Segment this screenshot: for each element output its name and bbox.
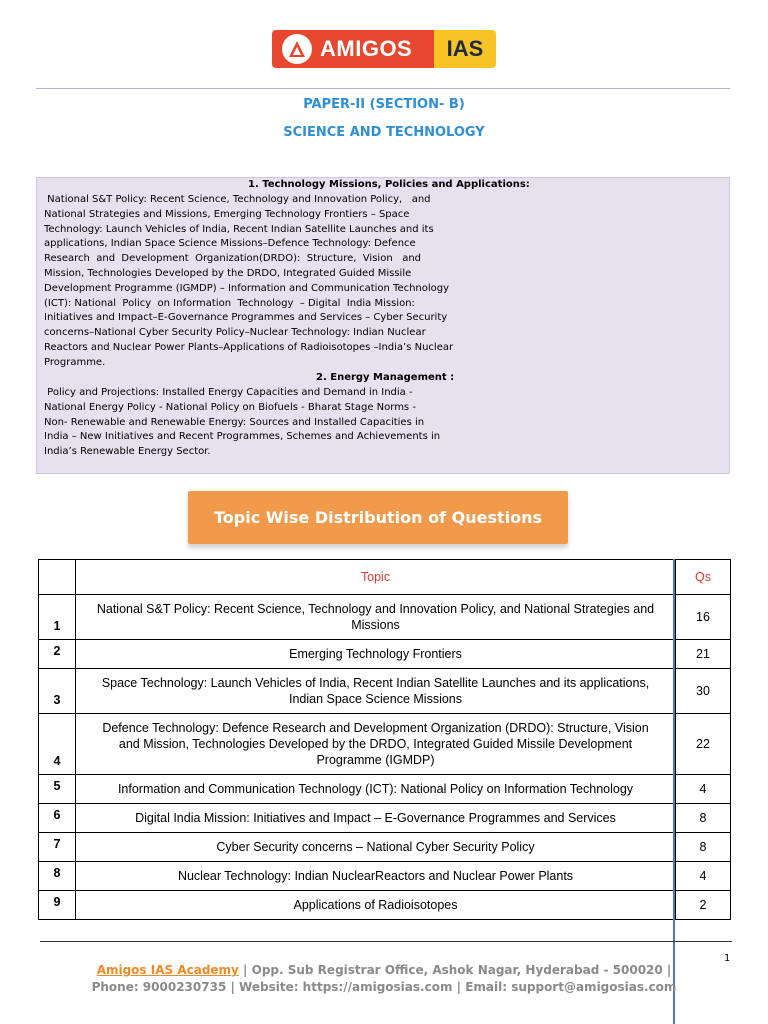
row-number: 7 (39, 833, 76, 862)
footer-divider (40, 941, 732, 942)
row-question-count: 8 (676, 804, 731, 833)
row-topic: Space Technology: Launch Vehicles of India, Recent Indian Satellite Launches and its applications, Indian Space Science Missions (76, 669, 676, 714)
row-number: 5 (39, 775, 76, 804)
syllabus-line: National Energy Policy - National Policy on Biofuels - Bharat Stage Norms - (44, 401, 416, 413)
syllabus-line: Policy and Projections: Installed Energy Capacities and Demand in India - (44, 387, 413, 398)
topic-distribution-banner (188, 491, 568, 544)
paper-title: PAPER-II (SECTION- B) (303, 97, 465, 112)
amigos-ias-logo (272, 30, 496, 68)
row-question-count: 30 (676, 669, 731, 714)
row-topic: Defence Technology: Defence Research and Development Organization (DRDO): Structure, Vision and Mission, Technologies Developed by the DRDO, Integrated Guided Missile Development Programme (IGMDP) (76, 714, 676, 775)
logo-right-panel (434, 30, 496, 68)
row-question-count: 8 (676, 833, 731, 862)
row-number: 1 (39, 595, 76, 640)
syllabus-line: Programme. (44, 356, 106, 368)
row-number: 4 (39, 714, 76, 775)
table-row (39, 833, 731, 862)
row-question-count: 16 (676, 595, 731, 640)
syllabus-line: Non- Renewable and Renewable Energy: Sources and Installed Capacities in (44, 416, 425, 428)
section2-body (44, 386, 484, 460)
table-row (39, 669, 731, 714)
row-question-count: 2 (676, 891, 731, 920)
row-topic: Cyber Security concerns – National Cyber Security Policy (76, 833, 676, 862)
row-topic: Nuclear Technology: Indian NuclearReactors and Nuclear Power Plants (76, 862, 676, 891)
row-question-count: 21 (676, 640, 731, 669)
page-number: 1 (724, 953, 731, 964)
academy-link[interactable]: Amigos IAS Academy (96, 963, 239, 977)
header-num-cell (39, 560, 76, 595)
table-row (39, 595, 731, 640)
syllabus-line: National Strategies and Missions, Emerging Technology Frontiers – Space (44, 208, 410, 220)
logo-emblem-icon (282, 34, 312, 64)
syllabus-line: Technology: Launch Vehicles of India, Recent Indian Satellite Launches and its (44, 223, 434, 235)
section2-heading: 2. Energy Management : (316, 372, 455, 383)
syllabus-line: Development Programme (IGMDP) – Information and Communication Technology (44, 282, 450, 294)
syllabus-line: applications, Indian Space Science Missions–Defence Technology: Defence (44, 238, 416, 250)
syllabus-line: (ICT): National Policy on Information Technology – Digital India Mission: (44, 297, 415, 309)
row-topic: Emerging Technology Frontiers (76, 640, 676, 669)
row-number: 9 (39, 891, 76, 920)
syllabus-line: Research and Development Organization(DRDO): Structure, Vision and (44, 253, 422, 265)
syllabus-line: concerns–National Cyber Security Policy–Nuclear Technology: Indian Nuclear (44, 327, 426, 339)
column-guide-line (673, 559, 675, 1024)
row-question-count: 22 (676, 714, 731, 775)
syllabus-line: Reactors and Nuclear Power Plants–Applications of Radioisotopes –India’s Nuclear (44, 341, 454, 353)
banner-title: Topic Wise Distribution of Questions (213, 508, 543, 527)
header-qs: Qs (676, 560, 731, 595)
logo-word: AMIGOS (320, 36, 413, 61)
section1-heading: 1. Technology Missions, Policies and Applications: (248, 179, 530, 190)
row-topic: National S&T Policy: Recent Science, Technology and Innovation Policy, and National Strategies and Missions (76, 595, 676, 640)
subject-title: SCIENCE AND TECHNOLOGY (283, 125, 485, 140)
row-question-count: 4 (676, 775, 731, 804)
syllabus-line: Initiatives and Impact–E-Governance Programmes and Services – Cyber Security (44, 312, 448, 324)
table-row (39, 775, 731, 804)
row-topic: Information and Communication Technology (ICT): National Policy on Information Technology (76, 775, 676, 804)
footer-address: | Opp. Sub Registrar Office, Ashok Nagar, Hyderabad - 500020 | (238, 963, 672, 977)
footer-contact: Phone: 9000230735 | Website: https://amigosias.com | Email: support@amigosias.com (91, 980, 677, 994)
syllabus-line: Mission, Technologies Developed by the DRDO, Integrated Guided Missile (44, 267, 412, 279)
row-number: 3 (39, 669, 76, 714)
table-row (39, 640, 731, 669)
syllabus-box (36, 177, 730, 474)
row-number: 8 (39, 862, 76, 891)
table-row (39, 714, 731, 775)
header-divider (36, 88, 730, 89)
syllabus-line: India – New Initiatives and Recent Programmes, Schemes and Achievements in (44, 431, 441, 443)
topic-distribution-table (38, 559, 731, 920)
row-question-count: 4 (676, 862, 731, 891)
logo-suffix: IAS (446, 36, 484, 61)
logo-left-panel (272, 30, 434, 68)
section1-body (44, 193, 484, 371)
row-topic: Digital India Mission: Initiatives and Impact – E-Governance Programmes and Services (76, 804, 676, 833)
header-topic: Topic (76, 560, 676, 595)
row-number: 6 (39, 804, 76, 833)
table-header-row (39, 560, 731, 595)
table-row (39, 804, 731, 833)
row-topic: Applications of Radioisotopes (76, 891, 676, 920)
syllabus-line: National S&T Policy: Recent Science, Technology and Innovation Policy, and (44, 194, 431, 205)
footer-line-1 (0, 963, 768, 977)
table-row (39, 862, 731, 891)
syllabus-line: India’s Renewable Energy Sector. (44, 446, 211, 458)
table-row (39, 891, 731, 920)
row-number: 2 (39, 640, 76, 669)
